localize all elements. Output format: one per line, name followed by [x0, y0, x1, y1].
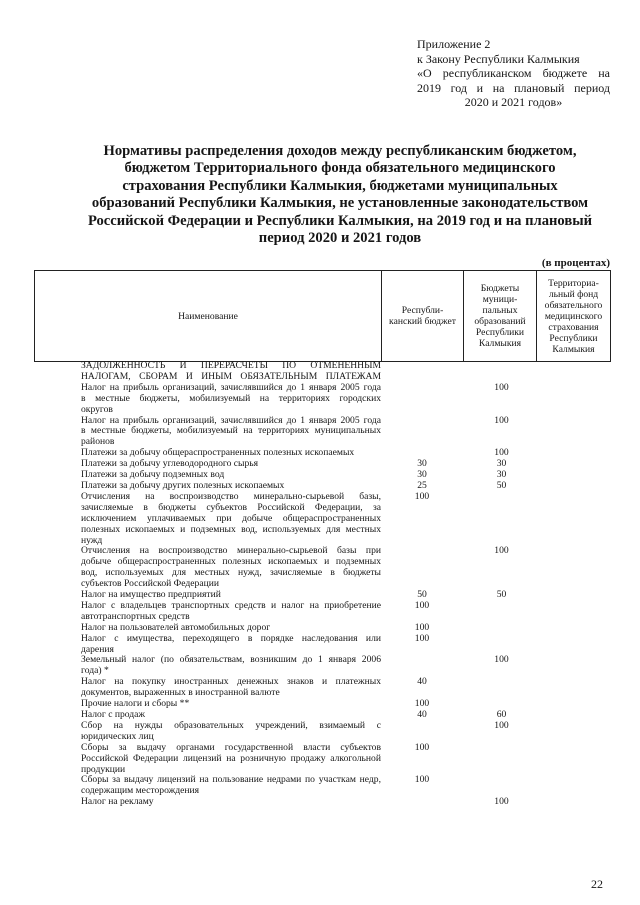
row-name-line: в местные бюджеты, мобилизуемый на территориях городских [81, 392, 381, 404]
row-name-line: Платежи за добычу углеводородного сырья [81, 458, 259, 470]
row-name [81, 634, 381, 656]
table-row [81, 492, 610, 547]
appendix-line: 2019 год и на плановый период [417, 80, 610, 95]
row-value-rep: 50 [417, 589, 427, 601]
row-name [81, 655, 381, 677]
row-name-line: Платежи за добычу подземных вод [81, 469, 225, 481]
table-row [81, 743, 610, 776]
row-name-line: зачисляемые в бюджеты субъектов Российской Федерации, за [81, 501, 381, 513]
row-value-mun [463, 743, 540, 776]
header-fund-label: Территориа-льный фонд обязательного медицинского страхования Республики Калмыкия [544, 277, 603, 355]
row-name-line: нужд [81, 534, 103, 546]
row-name-line: ЗАДОЛЖЕННОСТЬ И ПЕРЕРАСЧЕТЫ ПО ОТМЕНЕННЫМ [81, 360, 381, 371]
row-name-line: Налог с имущества, переходящего в порядке наследования или [81, 632, 381, 644]
row-name-line: Налог на прибыль организаций, зачислявшийся до 1 января 2005 года [81, 381, 381, 393]
row-name-line: дарения [81, 643, 114, 655]
row-name-line: Сборы за выдачу органами государственной власти субъектов [81, 741, 381, 753]
row-name [81, 797, 381, 808]
row-name-line: Российской Федерации лицензий на розничную продажу алкогольной [81, 752, 381, 764]
row-value-fund [540, 634, 610, 656]
row-value-rep [381, 383, 463, 416]
unit-note: (в процентах) [541, 257, 610, 269]
row-name-line: года) * [81, 665, 109, 677]
row-value-fund [540, 797, 610, 808]
row-name-line: районов [81, 436, 115, 448]
title-line: Нормативы распределения доходов между республиканским бюджетом, [103, 143, 577, 159]
header-name [35, 271, 382, 362]
row-name-line: Налог с продаж [81, 709, 146, 720]
row-name-line: Земельный налог (по обязательствам, возникшим до 1 января 2006 [81, 654, 381, 666]
title-line: страхования Республики Калмыкия, бюджетами муниципальных [122, 177, 558, 194]
row-name-line: Налог с владельцев транспортных средств и налог на приобретение [81, 599, 381, 611]
row-value-mun [463, 361, 540, 383]
row-value-fund [540, 470, 610, 481]
header-rep-label: Республи-канский бюджет [389, 305, 456, 327]
row-name-line: НАЛОГАМ, СБОРАМ И ИНЫМ ОБЯЗАТЕЛЬНЫМ ПЛАТЕЖАМ [81, 370, 381, 382]
document-title [70, 143, 610, 247]
row-value-mun [463, 601, 540, 623]
row-value-rep: 100 [414, 632, 430, 644]
row-value-mun [463, 775, 540, 797]
row-name [81, 743, 381, 776]
row-value-fund [540, 546, 610, 590]
row-value-fund [540, 743, 610, 776]
row-value-fund [540, 655, 610, 677]
row-name-line: автотранспортных средств [81, 610, 190, 622]
row-value-mun: 50 [496, 479, 507, 491]
table-row [81, 775, 610, 797]
row-value-mun [463, 492, 540, 547]
row-value-rep: 30 [417, 469, 427, 481]
row-value-rep [381, 797, 463, 808]
table-row [81, 416, 610, 449]
row-value-fund [540, 383, 610, 416]
row-name-line: полезных ископаемых и подземных вод, используемых для местных [81, 523, 381, 535]
row-value-fund [540, 623, 610, 634]
row-value-fund [540, 775, 610, 797]
row-value-rep [381, 361, 463, 383]
row-name-line: Отчисления на воспроизводство минерально-сырьевой базы при [81, 545, 381, 557]
row-value-mun [463, 634, 540, 656]
table-header [34, 270, 611, 362]
row-value-rep: 100 [414, 698, 430, 710]
table-row [81, 634, 610, 656]
row-value-mun: 100 [494, 719, 509, 731]
row-name [81, 361, 381, 383]
row-value-mun [463, 623, 540, 634]
row-name-line: Сборы за выдачу лицензий на пользование недрами по участкам недр, [81, 774, 381, 786]
table-row [81, 601, 610, 623]
row-value-mun: 100 [494, 447, 509, 459]
row-name-line: исключением уплачиваемых при добыче общераспространенных [81, 512, 381, 524]
row-name [81, 383, 381, 416]
row-name-line: Платежи за добычу общераспространенных полезных ископаемых [81, 447, 355, 459]
row-value-mun: 60 [496, 709, 507, 720]
appendix-line: 2020 и 2021 годов» [464, 95, 563, 110]
row-value-rep: 25 [417, 479, 427, 491]
title-line: образований Республики Калмыкия, не установленные законодательством [91, 195, 589, 212]
row-name-line: юридических лиц [81, 730, 154, 742]
row-value-mun: 100 [494, 654, 509, 666]
row-name [81, 416, 381, 449]
table-body [81, 361, 610, 808]
row-name-line: Налог на рекламу [81, 796, 154, 808]
row-value-mun: 100 [494, 545, 509, 557]
header-medical-fund [537, 271, 611, 362]
row-name-line: Налог на имущество предприятий [81, 589, 221, 601]
row-name-line: Налог на прибыль организаций, зачислявшийся до 1 января 2005 года [81, 414, 381, 426]
appendix-line: Приложение 2 [417, 37, 491, 51]
table-row [81, 546, 610, 590]
row-name [81, 601, 381, 623]
row-value-mun: 100 [494, 381, 509, 393]
row-name [81, 492, 381, 547]
title-line: бюджетом Территориального фонда обязательного медицинского [124, 160, 556, 177]
table-row [81, 797, 610, 808]
row-value-mun: 50 [496, 589, 507, 601]
row-value-fund [540, 481, 610, 492]
row-name [81, 775, 381, 797]
row-name-line: Налог на покупку иностранных денежных знаков и платежных [81, 676, 381, 688]
row-name-line: в местные бюджеты, мобилизуемый на территориях муниципальных [81, 425, 381, 437]
row-name [81, 546, 381, 590]
row-value-fund [540, 492, 610, 547]
header-municipal-budgets [464, 271, 537, 362]
appendix-line: «О республиканском бюджете на [417, 66, 610, 81]
row-value-rep [381, 416, 463, 449]
appendix-note [417, 37, 610, 110]
row-value-fund [540, 710, 610, 721]
row-name [81, 677, 381, 699]
row-value-rep: 100 [414, 774, 430, 786]
title-line: период 2020 и 2021 годов [258, 230, 422, 247]
row-value-fund [540, 601, 610, 623]
row-value-rep: 30 [417, 458, 427, 470]
header-republican-budget [382, 271, 464, 362]
header-mun-label: Бюджеты муници-пальных образований Республики Калмыкия [474, 283, 526, 349]
row-name-line: округов [81, 403, 113, 415]
row-name-line: Сбор на нужды образовательных учреждений, взимаемый с [81, 719, 381, 731]
row-value-rep: 100 [414, 621, 430, 633]
row-value-rep: 100 [414, 490, 430, 502]
row-value-rep: 100 [414, 599, 430, 611]
row-value-mun [463, 677, 540, 699]
row-value-mun: 30 [496, 469, 507, 481]
table-row [81, 383, 610, 416]
row-name-line: добыче общераспространенных полезных ископаемых и подземных [81, 556, 381, 568]
table-row [81, 677, 610, 699]
appendix-line: к Закону Республики Калмыкия [417, 51, 580, 66]
row-name-line: Отчисления на воспроизводство минерально-сырьевой базы, [81, 490, 381, 502]
title-line: Российской Федерации и Республики Калмыкия, на 2019 год и на плановый [87, 212, 593, 229]
row-value-rep: 40 [417, 676, 427, 688]
row-value-mun: 100 [494, 414, 509, 426]
row-name-line: продукции [81, 763, 126, 775]
header-name-label: Наименование [178, 310, 238, 322]
row-name-line: Налог на пользователей автомобильных дорог [81, 621, 271, 633]
row-value-fund [540, 448, 610, 459]
table-row [81, 655, 610, 677]
row-value-fund [540, 677, 610, 699]
row-value-mun: 30 [496, 458, 507, 470]
row-value-rep [381, 721, 463, 743]
page-number: 22 [591, 877, 603, 891]
row-name-line: документов, выраженных в иностранной валюте [81, 687, 280, 699]
row-value-rep: 100 [414, 741, 430, 753]
row-value-rep [381, 655, 463, 677]
row-value-fund [540, 699, 610, 710]
row-value-fund [540, 361, 610, 383]
table-row [81, 361, 610, 383]
row-value-fund [540, 416, 610, 449]
row-name-line: вод, используемых для местных нужд, зачисляемые в бюджеты [81, 567, 381, 579]
row-name-line: содержащим месторождения [81, 785, 200, 797]
row-value-rep [381, 546, 463, 590]
table-row [81, 721, 610, 743]
row-name [81, 721, 381, 743]
row-value-mun: 100 [494, 796, 509, 808]
row-name-line: субъектов Российской Федерации [81, 578, 219, 590]
row-value-rep: 40 [417, 709, 427, 720]
row-name-line: Прочие налоги и сборы ** [81, 698, 190, 710]
row-value-fund [540, 590, 610, 601]
row-value-fund [540, 721, 610, 743]
row-name-line: Платежи за добычу других полезных ископаемых [81, 479, 285, 491]
row-value-fund [540, 459, 610, 470]
table-row [81, 699, 610, 710]
